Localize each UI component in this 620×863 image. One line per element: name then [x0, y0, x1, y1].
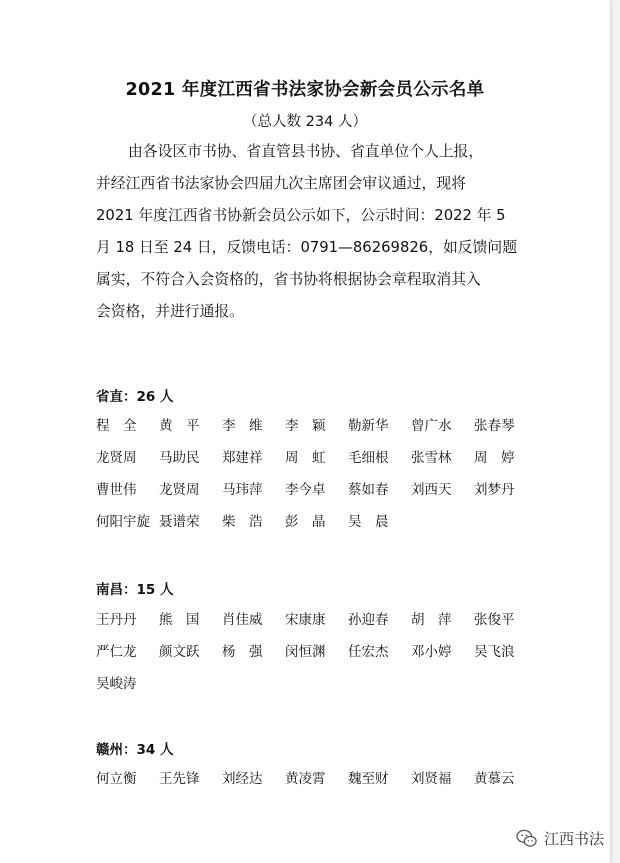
member-name: 刘贤福 — [411, 771, 452, 787]
section-heading-ganzhou: 赣州：34 人 — [96, 742, 174, 758]
intro-line: 属实，不符合入会资格的，省书协将根据协会章程取消其入 — [96, 271, 481, 288]
member-name: 黄慕云 — [474, 771, 515, 787]
member-name: 魏至财 — [348, 771, 389, 787]
member-name: 马助民 — [159, 450, 200, 466]
member-name: 颜文跃 — [159, 644, 200, 660]
member-name: 黄凌霄 — [285, 771, 326, 787]
member-name: 李今卓 — [285, 482, 326, 498]
member-name: 何阳宇旋 — [96, 514, 150, 530]
name-list-ganzhou — [96, 769, 537, 801]
member-name: 刘梦丹 — [474, 482, 515, 498]
member-name: 曾广水 — [411, 418, 452, 434]
member-name: 蔡如春 — [348, 482, 389, 498]
member-name: 吴峻涛 — [96, 676, 137, 692]
member-name: 程 全 — [96, 418, 137, 434]
name-list-nanchang — [96, 610, 537, 706]
wechat-icon — [516, 829, 538, 849]
section-heading-shengzhi: 省直：26 人 — [96, 389, 174, 405]
member-name: 孙迎春 — [348, 612, 389, 628]
member-name: 严仁龙 — [96, 644, 137, 660]
member-name: 肖佳威 — [222, 612, 263, 628]
member-name: 聂谱荣 — [159, 514, 200, 530]
member-name: 何立衡 — [96, 771, 137, 787]
member-name: 彭 晶 — [285, 514, 326, 530]
member-name: 杨 强 — [222, 644, 263, 660]
member-name: 马玮萍 — [222, 482, 263, 498]
member-name: 胡 萍 — [411, 612, 452, 628]
member-name: 张雪林 — [411, 450, 452, 466]
member-name: 王丹丹 — [96, 612, 137, 628]
intro-line: 会资格，并进行通报。 — [96, 303, 244, 320]
watermark-label: 江西书法 — [543, 830, 604, 848]
intro-line: 2021 年度江西省书协新会员公示如下，公示时间：2022 年 5 — [96, 207, 506, 224]
page-title: 2021 年度江西省书法家协会新会员公示名单 — [125, 80, 485, 100]
member-name: 闵恒渊 — [285, 644, 326, 660]
member-name: 张春琴 — [474, 418, 515, 434]
intro-line: 月 18 日至 24 日，反馈电话：0791—86269826，如反馈问题 — [96, 239, 517, 256]
member-name: 李 颖 — [285, 418, 326, 434]
member-name: 柴 浩 — [222, 514, 263, 530]
member-name: 刘经达 — [222, 771, 263, 787]
member-name: 曹世伟 — [96, 482, 137, 498]
member-name: 勒新华 — [348, 418, 389, 434]
member-name: 周 虹 — [285, 450, 326, 466]
member-name: 龙贤周 — [159, 482, 200, 498]
intro-line: 由各设区市书协、省直管县书协、省直单位个人上报， — [128, 143, 484, 160]
member-name: 毛细根 — [348, 450, 389, 466]
member-name: 王先锋 — [159, 771, 200, 787]
member-name: 龙贤周 — [96, 450, 137, 466]
page-subtitle: （总人数 234 人） — [243, 114, 367, 130]
member-name: 刘西天 — [411, 482, 452, 498]
member-name: 郑建祥 — [222, 450, 263, 466]
member-name: 张俊平 — [474, 612, 515, 628]
member-name: 周 婷 — [474, 450, 515, 466]
member-name: 邓小婷 — [411, 644, 452, 660]
member-name: 任宏杰 — [348, 644, 389, 660]
account-watermark — [516, 828, 604, 849]
member-name: 黄 平 — [159, 418, 200, 434]
member-name: 熊 国 — [159, 612, 200, 628]
intro-paragraph — [96, 136, 526, 328]
member-name: 吴飞浪 — [474, 644, 515, 660]
name-list-shengzhi — [96, 416, 537, 544]
member-name: 宋康康 — [285, 612, 326, 628]
member-name: 吴 晨 — [348, 514, 389, 530]
section-heading-nanchang: 南昌：15 人 — [96, 582, 174, 598]
intro-line: 并经江西省书法家协会四届九次主席团会审议通过，现将 — [96, 175, 466, 192]
member-name: 李 维 — [222, 418, 263, 434]
